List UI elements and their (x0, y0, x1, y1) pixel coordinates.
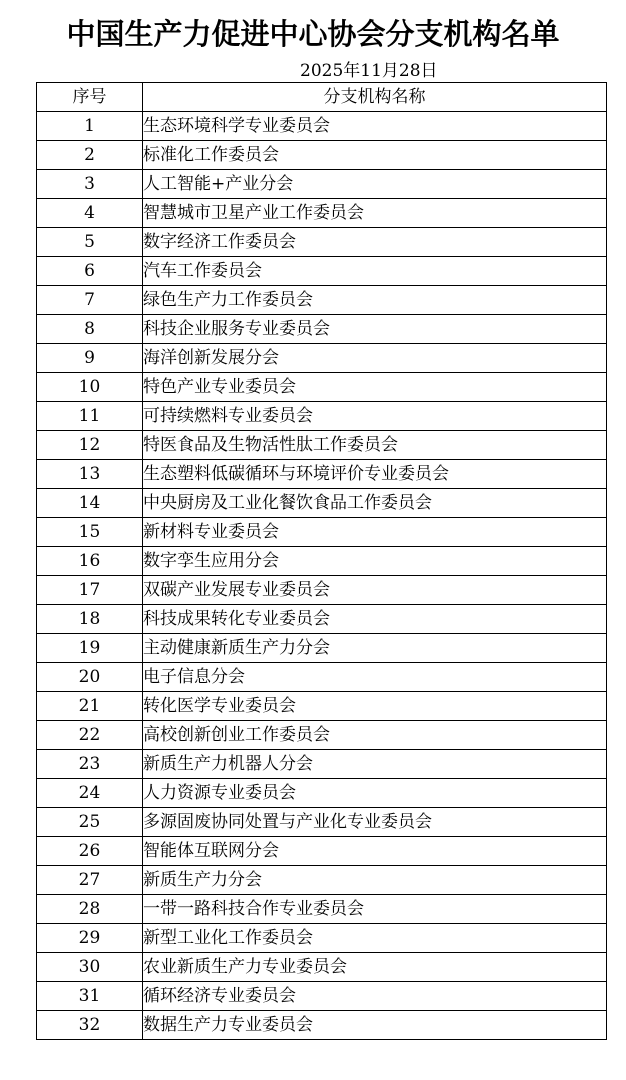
row-branch-name: 循环经济专业委员会 (143, 982, 607, 1011)
row-index: 17 (37, 576, 143, 605)
table-row (37, 605, 607, 634)
table-row (37, 518, 607, 547)
row-index: 9 (37, 344, 143, 373)
table-row (37, 1011, 607, 1040)
row-branch-name: 汽车工作委员会 (143, 257, 607, 286)
row-index: 30 (37, 953, 143, 982)
row-index: 26 (37, 837, 143, 866)
table-row (37, 199, 607, 228)
row-index: 16 (37, 547, 143, 576)
row-index: 28 (37, 895, 143, 924)
row-index: 18 (37, 605, 143, 634)
row-branch-name: 新材料专业委员会 (143, 518, 607, 547)
row-index: 6 (37, 257, 143, 286)
row-index: 7 (37, 286, 143, 315)
table-row (37, 257, 607, 286)
column-header-name: 分支机构名称 (143, 83, 607, 112)
row-branch-name: 双碳产业发展专业委员会 (143, 576, 607, 605)
row-index: 12 (37, 431, 143, 460)
table-row (37, 692, 607, 721)
row-index: 23 (37, 750, 143, 779)
row-branch-name: 新质生产力分会 (143, 866, 607, 895)
table-row (37, 837, 607, 866)
table-row (37, 924, 607, 953)
table-row (37, 344, 607, 373)
table-row (37, 228, 607, 257)
table-row (37, 170, 607, 199)
row-index: 1 (37, 112, 143, 141)
row-index: 2 (37, 141, 143, 170)
row-branch-name: 特色产业专业委员会 (143, 373, 607, 402)
page-title: 中国生产力促进中心协会分支机构名单 (66, 17, 560, 51)
row-index: 22 (37, 721, 143, 750)
table-row (37, 547, 607, 576)
row-index: 20 (37, 663, 143, 692)
row-branch-name: 农业新质生产力专业委员会 (143, 953, 607, 982)
row-index: 13 (37, 460, 143, 489)
row-index: 24 (37, 779, 143, 808)
table-row (37, 866, 607, 895)
row-branch-name: 高校创新创业工作委员会 (143, 721, 607, 750)
table-body (37, 112, 607, 1040)
table-row (37, 953, 607, 982)
row-index: 11 (37, 402, 143, 431)
row-branch-name: 生态塑料低碳循环与环境评价专业委员会 (143, 460, 607, 489)
table-row (37, 808, 607, 837)
row-index: 27 (37, 866, 143, 895)
row-branch-name: 绿色生产力工作委员会 (143, 286, 607, 315)
row-branch-name: 海洋创新发展分会 (143, 344, 607, 373)
row-index: 29 (37, 924, 143, 953)
table-row (37, 634, 607, 663)
row-branch-name: 一带一路科技合作专业委员会 (143, 895, 607, 924)
row-branch-name: 数字经济工作委员会 (143, 228, 607, 257)
row-branch-name: 多源固废协同处置与产业化专业委员会 (143, 808, 607, 837)
table-row (37, 402, 607, 431)
row-branch-name: 中央厨房及工业化餐饮食品工作委员会 (143, 489, 607, 518)
row-branch-name: 数据生产力专业委员会 (143, 1011, 607, 1040)
table-header-row (37, 83, 607, 112)
row-branch-name: 人工智能+产业分会 (143, 170, 607, 199)
table-row (37, 373, 607, 402)
row-branch-name: 生态环境科学专业委员会 (143, 112, 607, 141)
row-index: 10 (37, 373, 143, 402)
table-row (37, 750, 607, 779)
table-row (37, 663, 607, 692)
row-branch-name: 科技成果转化专业委员会 (143, 605, 607, 634)
row-branch-name: 主动健康新质生产力分会 (143, 634, 607, 663)
row-index: 25 (37, 808, 143, 837)
row-branch-name: 特医食品及生物活性肽工作委员会 (143, 431, 607, 460)
row-branch-name: 可持续燃料专业委员会 (143, 402, 607, 431)
branch-table (36, 82, 607, 1040)
table-row (37, 286, 607, 315)
row-index: 31 (37, 982, 143, 1011)
row-index: 4 (37, 199, 143, 228)
row-branch-name: 新型工业化工作委员会 (143, 924, 607, 953)
row-index: 3 (37, 170, 143, 199)
row-branch-name: 转化医学专业委员会 (143, 692, 607, 721)
row-branch-name: 数字孪生应用分会 (143, 547, 607, 576)
row-branch-name: 电子信息分会 (143, 663, 607, 692)
row-branch-name: 标准化工作委员会 (143, 141, 607, 170)
row-branch-name: 科技企业服务专业委员会 (143, 315, 607, 344)
row-branch-name: 智能体互联网分会 (143, 837, 607, 866)
table-row (37, 779, 607, 808)
row-index: 15 (37, 518, 143, 547)
table-row (37, 489, 607, 518)
row-branch-name: 新质生产力机器人分会 (143, 750, 607, 779)
table-row (37, 460, 607, 489)
table-row (37, 895, 607, 924)
table-row (37, 315, 607, 344)
row-branch-name: 智慧城市卫星产业工作委员会 (143, 199, 607, 228)
column-header-index: 序号 (37, 83, 143, 112)
table-row (37, 982, 607, 1011)
date-label: 2025年11月28日 (300, 61, 438, 81)
row-index: 8 (37, 315, 143, 344)
row-index: 5 (37, 228, 143, 257)
table-row (37, 576, 607, 605)
row-index: 21 (37, 692, 143, 721)
row-index: 19 (37, 634, 143, 663)
table-row (37, 112, 607, 141)
row-branch-name: 人力资源专业委员会 (143, 779, 607, 808)
table-row (37, 721, 607, 750)
row-index: 32 (37, 1011, 143, 1040)
table-row (37, 431, 607, 460)
row-index: 14 (37, 489, 143, 518)
table-row (37, 141, 607, 170)
